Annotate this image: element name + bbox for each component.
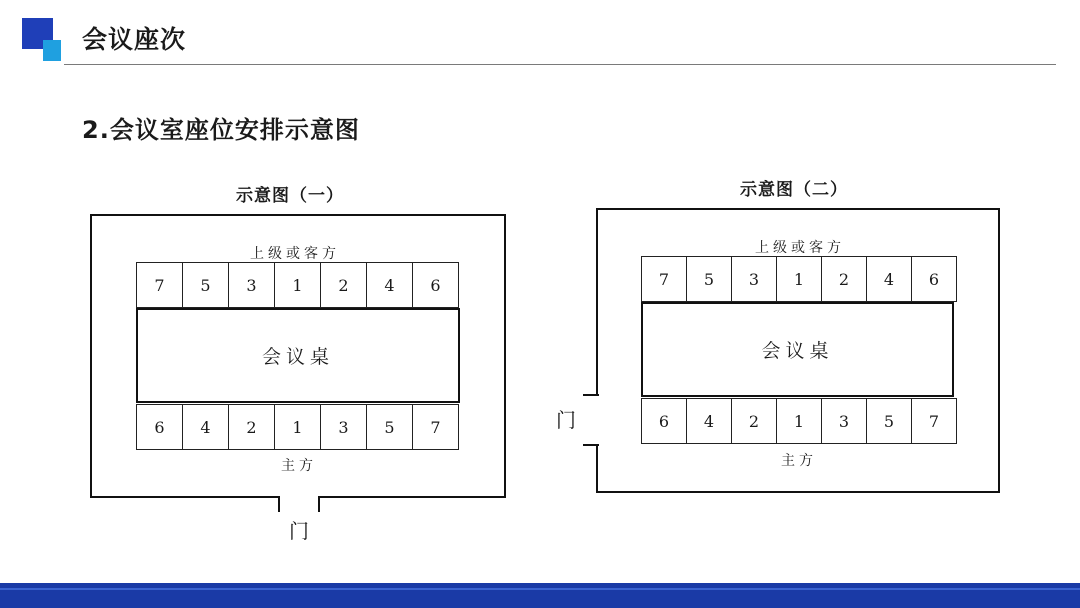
- seat: 6: [911, 256, 957, 302]
- seat: 5: [366, 404, 413, 450]
- seat: 5: [182, 262, 229, 308]
- seat: 1: [776, 256, 822, 302]
- page-title: 会议座次: [82, 25, 187, 54]
- seat: 6: [136, 404, 183, 450]
- seat: 7: [412, 404, 459, 450]
- diagram-2-door-label: 门: [556, 408, 576, 432]
- seat: 2: [320, 262, 367, 308]
- seat: 3: [228, 262, 275, 308]
- seat: 7: [641, 256, 687, 302]
- seat: 2: [731, 398, 777, 444]
- seat: 6: [412, 262, 459, 308]
- diagram-1-bottom-seats: [136, 404, 459, 450]
- diagram-1-top-seats: [136, 262, 459, 308]
- seat: 4: [866, 256, 912, 302]
- footer-band: [0, 583, 1080, 608]
- diagram-2-bottom-label: 主方: [781, 453, 817, 469]
- seat: 4: [366, 262, 413, 308]
- diagram-1-door-gap: [280, 494, 318, 500]
- diagram-2-door-jamb-bottom: [583, 444, 599, 446]
- seat: 2: [821, 256, 867, 302]
- diagram-1-door-jamb-left: [278, 496, 280, 512]
- diagram-2-bottom-seats: [641, 398, 957, 444]
- diagram-1-door-label: 门: [289, 519, 309, 543]
- seat: 3: [821, 398, 867, 444]
- title-divider: [64, 64, 1056, 65]
- seat: 3: [320, 404, 367, 450]
- seat: 1: [274, 404, 321, 450]
- section-title: 2.会议室座位安排示意图: [82, 116, 360, 144]
- footer-stripe: [0, 588, 1080, 590]
- diagram-1-top-label: 上级或客方: [250, 246, 340, 262]
- diagram-2-top-label: 上级或客方: [755, 240, 845, 256]
- diagram-2-door-jamb-top: [583, 394, 599, 396]
- diagram-2-caption: 示意图（二）: [740, 180, 848, 200]
- seat: 1: [274, 262, 321, 308]
- diagram-1-caption: 示意图（一）: [236, 186, 344, 206]
- diagram-1-door-jamb-right: [318, 496, 320, 512]
- seat: 5: [866, 398, 912, 444]
- diagram-2-door-gap: [594, 396, 600, 444]
- seat: 7: [136, 262, 183, 308]
- diagram-1-conference-table: 会议桌: [136, 308, 460, 403]
- logo-square-light: [43, 40, 61, 61]
- seat: 7: [911, 398, 957, 444]
- seat: 6: [641, 398, 687, 444]
- seat: 1: [776, 398, 822, 444]
- seat: 2: [228, 404, 275, 450]
- seat: 5: [686, 256, 732, 302]
- seat: 3: [731, 256, 777, 302]
- seat: 4: [182, 404, 229, 450]
- diagram-2-conference-table: 会议桌: [641, 302, 954, 397]
- seat: 4: [686, 398, 732, 444]
- diagram-1-bottom-label: 主方: [281, 458, 317, 474]
- diagram-2-top-seats: [641, 256, 957, 302]
